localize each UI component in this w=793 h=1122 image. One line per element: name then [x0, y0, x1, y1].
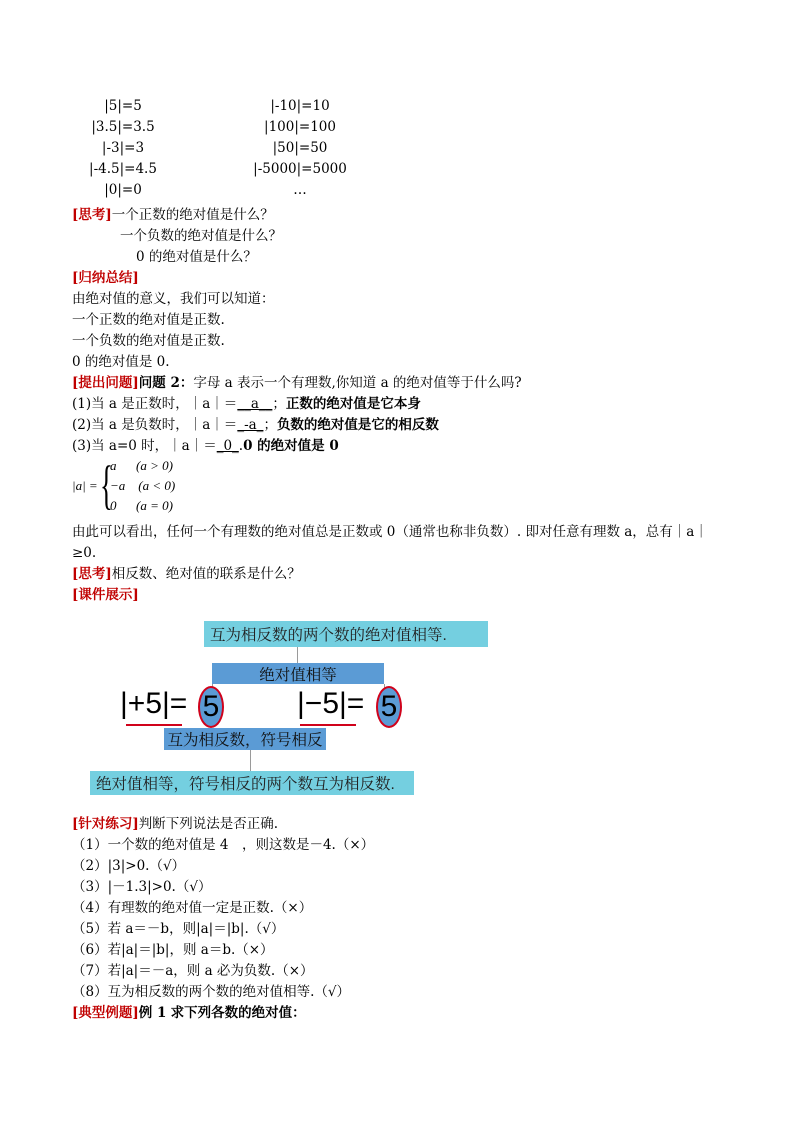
left-abs-expression: |+5|=	[120, 687, 188, 720]
section-tag: [思考]	[72, 566, 112, 582]
courseware-figure	[0, 600, 793, 810]
summary-line: 由绝对值的意义，我们可以知道：	[72, 291, 275, 307]
right-abs-expression: |−5|=	[297, 687, 365, 720]
abs-item: |-5000|=5000	[253, 161, 347, 177]
case-line-2	[72, 415, 439, 435]
case-rule: 正数的绝对值是它本身	[285, 396, 421, 412]
conclusion-line: ≥0.	[72, 545, 97, 561]
think-question-3: 0 的绝对值是什么？	[136, 249, 257, 265]
section-tag: [典型例题]	[72, 1005, 139, 1021]
practice-item: （8）互为相反数的两个数的绝对值相等.（√）	[72, 984, 350, 1000]
case-text: ；	[272, 396, 286, 412]
connector-line	[250, 750, 251, 772]
left-brace-icon: {	[100, 455, 113, 515]
case-rule: 0 的绝对值是 0	[243, 438, 339, 454]
left-value-oval: 5	[198, 686, 224, 728]
practice-heading	[72, 814, 278, 834]
abs-item: |50|=50	[272, 140, 328, 156]
piecewise-lhs: |a| =	[72, 478, 98, 493]
practice-item: （7）若|a|＝－a，则 a 必为负数.（×）	[72, 963, 314, 979]
practice-item: （6）若|a|＝|b|，则 a＝b.（×）	[72, 942, 274, 958]
abs-item: |-3|=3	[101, 140, 145, 156]
case-answer: _-a_	[237, 417, 264, 433]
abs-table-right	[245, 96, 355, 201]
problem-text: 字母 a 表示一个有理数,你知道 a 的绝对值等于什么吗?	[193, 375, 522, 391]
bottom-statement-box: 绝对值相等，符号相反的两个数互为相反数.	[90, 771, 414, 795]
question-text: 一个正数的绝对值是什么？	[111, 207, 274, 223]
section-tag: [提出问题]	[72, 375, 139, 391]
practice-item: （5）若 a＝－b，则|a|＝|b|.（√）	[72, 921, 285, 937]
example-text: 求下列各数的绝对值：	[170, 1005, 306, 1021]
case-line-3	[72, 436, 339, 456]
equal-abs-label: 绝对值相等	[212, 663, 384, 684]
think-question	[72, 564, 301, 584]
underline-mark	[300, 724, 356, 726]
case-text: ；	[263, 417, 277, 433]
case-text: (3)当 a=0 时，｜a｜＝	[72, 438, 217, 454]
abs-item: |100|=100	[264, 119, 336, 135]
opposite-label: 互为相反数，符号相反	[164, 728, 326, 750]
case-answer: __a__	[237, 396, 273, 412]
section-tag-summary: [归纳总结]	[72, 270, 139, 286]
conclusion-line: 由此可以看出，任何一个有理数的绝对值总是正数或 0（通常也称非负数）. 即对任意有理数 a，总有｜a｜	[72, 524, 708, 540]
section-tag-show: [课件展示]	[72, 587, 139, 603]
summary-line: 0 的绝对值是 0.	[72, 354, 170, 370]
practice-title: 判断下列说法是否正确.	[138, 816, 279, 832]
case-text: .	[238, 438, 244, 454]
abs-item: |-10|=10	[270, 98, 330, 114]
abs-table-left	[78, 96, 168, 201]
piecewise-formula	[72, 455, 192, 516]
practice-item: （1）一个数的绝对值是 4 ，则这数是－4.（×）	[72, 837, 375, 853]
example-title: 例 1	[138, 1005, 167, 1021]
problem-heading	[72, 373, 522, 393]
abs-item: |-4.5|=4.5	[89, 161, 157, 177]
think-question-2: 一个负数的绝对值是什么？	[120, 228, 282, 244]
piecewise-row: a (a > 0)	[110, 458, 173, 473]
abs-item: …	[293, 182, 307, 198]
case-text: (2)当 a 是负数时，｜a｜＝	[72, 417, 238, 433]
question-text: 相反数、绝对值的联系是什么？	[111, 566, 301, 582]
case-rule: 负数的绝对值是它的相反数	[276, 417, 439, 433]
summary-line: 一个负数的绝对值是正数.	[72, 333, 225, 349]
piecewise-row: 0 (a = 0)	[110, 498, 173, 513]
abs-item: |3.5|=3.5	[91, 119, 155, 135]
case-answer: _0_	[216, 438, 239, 454]
think-question-1	[72, 205, 274, 225]
top-statement-box: 互为相反数的两个数的绝对值相等.	[204, 621, 488, 647]
right-value-oval: 5	[376, 686, 402, 728]
piecewise-row: −a (a < 0)	[110, 478, 176, 493]
underline-mark	[126, 724, 182, 726]
problem-title: 问题 2：	[138, 375, 194, 391]
case-line-1	[72, 394, 421, 414]
practice-item: （2）|3|>0.（√）	[72, 858, 186, 874]
case-text: (1)当 a 是正数时，｜a｜＝	[72, 396, 238, 412]
example-heading	[72, 1003, 306, 1023]
connector-line	[297, 647, 298, 664]
section-tag: [针对练习]	[72, 816, 139, 832]
practice-item: （4）有理数的绝对值一定是正数.（×）	[72, 900, 313, 916]
section-tag: [思考]	[72, 207, 112, 223]
abs-item: |0|=0	[104, 182, 142, 198]
abs-item: |5|=5	[104, 98, 142, 114]
summary-line: 一个正数的绝对值是正数.	[72, 312, 225, 328]
practice-item: （3）|－1.3|>0.（√）	[72, 879, 212, 895]
